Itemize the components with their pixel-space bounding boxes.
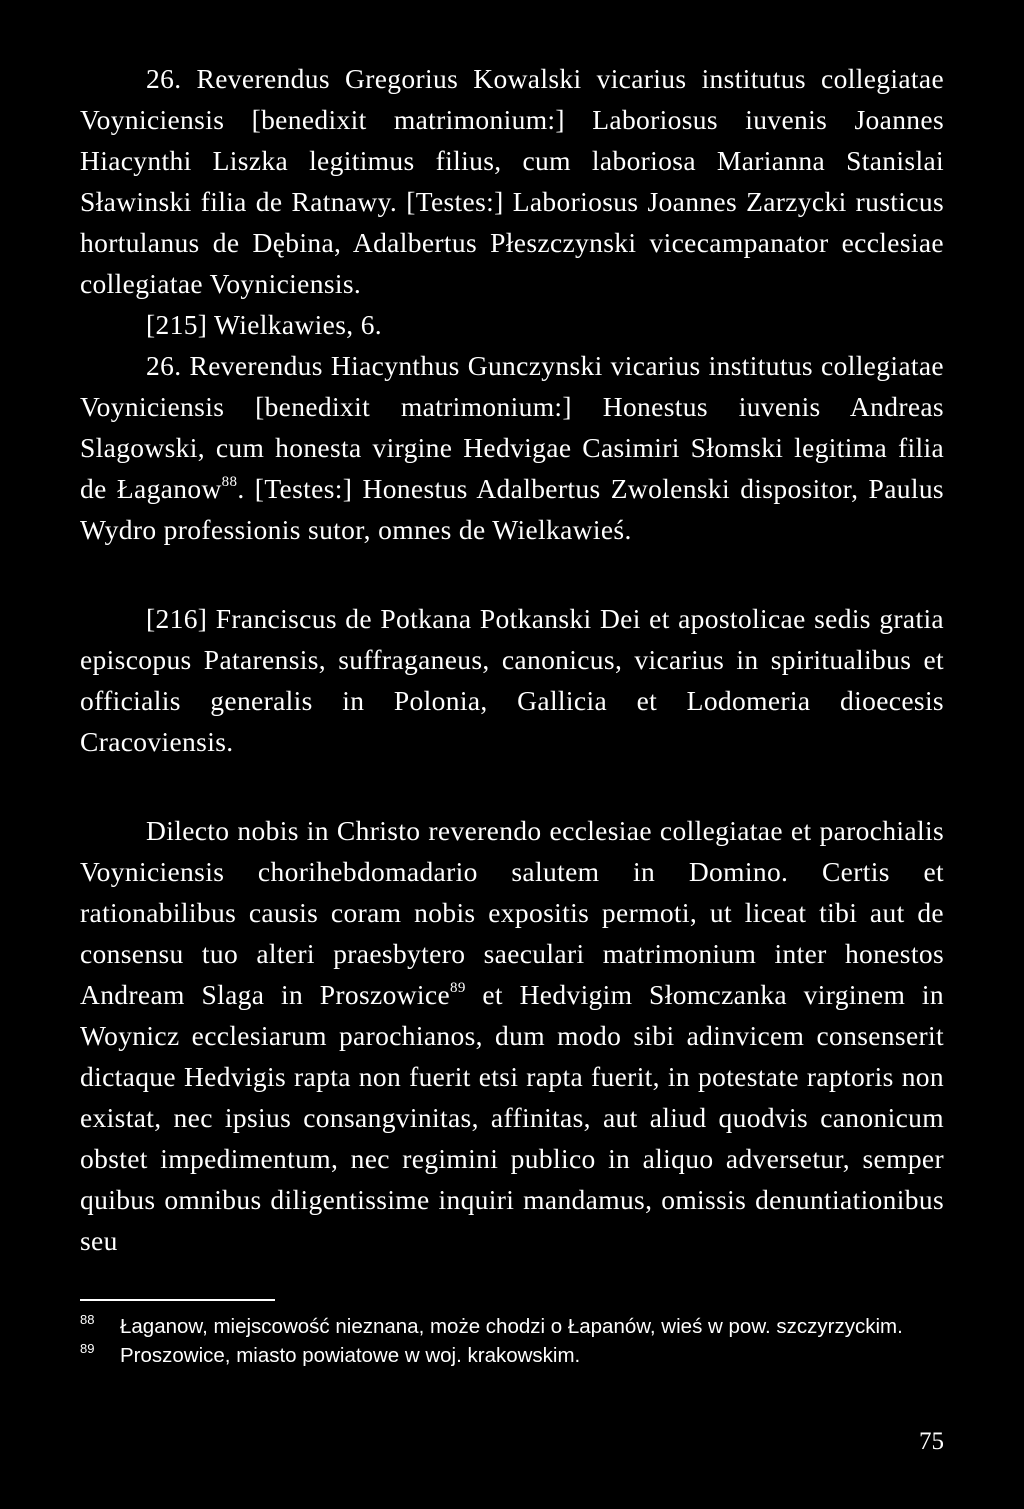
footnote-89: $^{89}$ Proszowice, miasto powiatowe w woj. krakowskim. — [80, 1341, 581, 1367]
main-text — [80, 58, 944, 1261]
footnote-text: Łaganow, miejscowość nieznana, może chodzi o Łapanów, wieś w pow. szczyrzyckim. — [120, 1315, 903, 1338]
document-heading-paragraph — [80, 598, 944, 762]
page-number: 75 — [919, 1428, 944, 1455]
entry-paragraph-1 — [80, 58, 944, 304]
footnote-88: $^{88}$ Łaganow, miejscowość nieznana, może chodzi o Łapanów, wieś w pow. szczyrzyckim. — [80, 1312, 903, 1338]
footnote-ref-88[interactable]: 88 — [221, 474, 238, 490]
document-body-text: et Hedvigim Słomczanka virginem in Woynicz ecclesiarum parochianos, dum modo sibi adinvicem consenserit dictaque Hedvigis rapta non fuerit etsi rapta fuerit, in potestate raptoris non existat, nec ipsius consangvinitas, affinitas, aut aliud quodvis canonicum obstet impedimentum, nec regimini publico in aliquo adversetur, semper quibus omnibus diligentissime inquiri mandamus, omissis denuntiationibus seu — [80, 979, 944, 1256]
entry-text: . [Testes:] Honestus Adalbertus Zwolenski dispositor, Paulus Wydro professionis sutor, omnes de Wielkawieś. — [80, 473, 944, 545]
entry-paragraph-2 — [80, 345, 944, 550]
entry-text: 26. Reverendus Gregorius Kowalski vicarius institutus collegiatae Voyniciensis [benedixit matrimonium:] Laboriosus iuvenis Joannes Hiacynthi Liszka legitimus filius, cum laboriosa Marianna Stanislai Sławinski filia de Ratnawy. [Testes:] Laboriosus Joannes Zarzycki rusticus hortulanus de Dębina, Adalbertus Płeszczynski vicecampanator ecclesiae collegiatae Voyniciensis. — [80, 63, 944, 299]
document-body-paragraph — [80, 810, 944, 1261]
footnote-text: Proszowice, miasto powiatowe w woj. krakowskim. — [120, 1344, 581, 1367]
footnote-ref-89[interactable]: 89 — [450, 980, 466, 996]
entry-heading — [80, 304, 944, 345]
entry-heading-text: [215] Wielkawies, 6. — [146, 309, 383, 340]
footnotes — [80, 1312, 944, 1370]
document-body-text: Dilecto nobis in Christo reverendo ecclesiae collegiatae et parochialis Voyniciensis chorihebdomadario salutem in Domino. Certis et rationabilibus causis coram nobis expositis permoti, ut liceat tibi aut de consensu tuo alteri praesbytero saeculari matrimonium inter honestos Andream Slaga in Proszowice — [80, 815, 944, 1010]
document-heading-text: [216] Franciscus de Potkana Potkanski Dei et apostolicae sedis gratia episcopus Patarensis, suffraganeus, canonicus, vicarius in spiritualibus et officialis generalis in Polonia, Gallicia et Lodomeria dioecesis Cracoviensis. — [80, 603, 944, 757]
footnote-divider — [80, 1299, 275, 1301]
entry-text: 26. Reverendus Hiacynthus Gunczynski vicarius institutus collegiatae Voyniciensis [benedixit matrimonium:] Honestus iuvenis Andreas Slagowski, cum honesta virgine Hedvigae Casimiri Słomski legitima filia de Łaganow — [80, 350, 944, 504]
